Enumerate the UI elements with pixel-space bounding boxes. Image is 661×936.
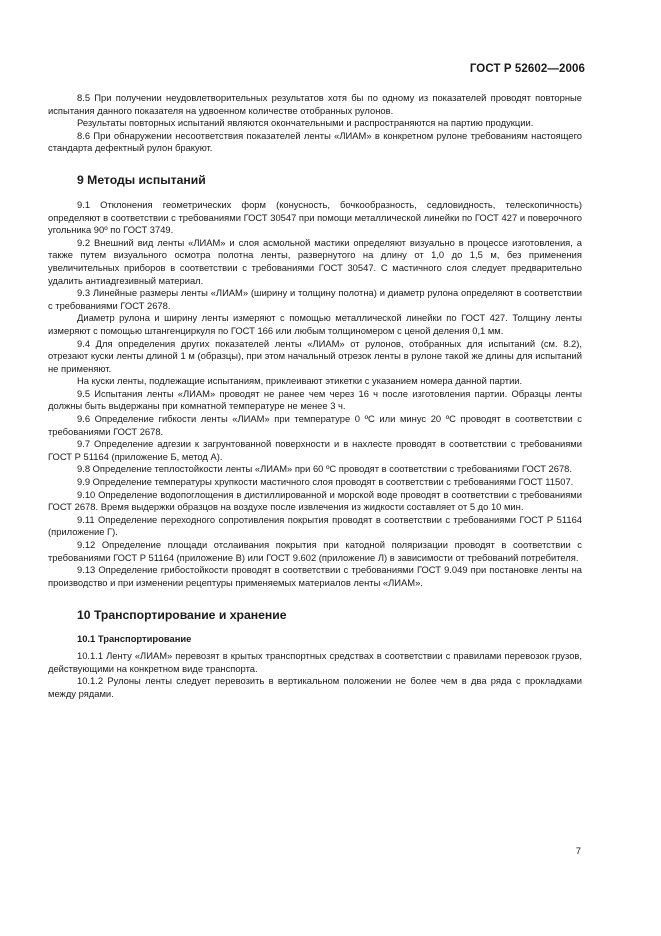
paragraph-9-10: 9.10 Определение водопоглощения в дистиллированной и морской воде проводят в соответствии с требованиями ГОСТ 2678. Время выдержки образцов на воздухе после извлечения из жидкости составляет от 5 до 10 мин.	[48, 488, 582, 513]
section-9-heading: 9 Методы испытаний	[77, 172, 206, 187]
paragraph-9-9: 9.9 Определение температуры хрупкости мастичного слоя проводят в соответствии с требованиями ГОСТ 11507.	[77, 476, 574, 488]
paragraph-9-6: 9.6 Определение гибкости ленты «ЛИАМ» при температуре 0 ºС или минус 20 ºС проводят в соответствии с требованиями ГОСТ 2678.	[48, 413, 582, 437]
section-10-heading: 10 Транспортирование и хранение	[77, 608, 287, 623]
subsection-10-1-heading: 10.1 Транспортирование	[77, 633, 192, 645]
paragraph-9-3-diameter: Диаметр рулона и ширину ленты измеряют с помощью металлической линейки по ГОСТ 427. Толщину ленты измеряют с помощью штангенциркуля по ГОСТ 166 или любым толщиномером с ценой деления 0,1 мм.	[48, 312, 582, 336]
document-code: ГОСТ Р 52602—2006	[469, 63, 585, 75]
paragraph-8-6: 8.6 При обнаружении несоответствия показателей ленты «ЛИАМ» в конкретном рулоне требованиям настоящего стандарта дефектный рулон бракуют.	[48, 129, 582, 154]
paragraph-9-11: 9.11 Определение переходного сопротивления покрытия проводят в соответствии с требованиями ГОСТ Р 51164 (приложение Г).	[48, 513, 582, 538]
paragraph-9-1: 9.1 Отклонения геометрических форм (конусность, бочкообразность, седловидность, телескопичность) определяют в соответствии с требованиями ГОСТ 30547 при помощи металлической линейки по ГОСТ 427 и поверочного угольника 90º по ГОСТ 3749.	[48, 198, 582, 236]
paragraph-9-4: 9.4 Для определения других показателей ленты «ЛИАМ» от рулонов, отобранных для испытаний (см. 8.2), отрезают куски ленты длиной 1 м (образцы), при этом начальный отрезок ленты в рулоне такой же длины для испытаний не применяют.	[48, 337, 582, 374]
paragraph-9-12: 9.12 Определение площади отслаивания покрытия при катодной поляризации проводят в соответствии с требованиями ГОСТ Р 51164 (приложение В) или ГОСТ 9.602 (приложение Л) в зависимости от требований потребителя.	[48, 539, 582, 563]
paragraph-9-8: 9.8 Определение теплостойкости ленты «ЛИАМ» при 60 ºС проводят в соответствии с требованиями ГОСТ 2678.	[77, 463, 572, 475]
paragraph-9-5: 9.5 Испытания ленты «ЛИАМ» проводят не ранее чем через 16 ч после изготовления партии. Образцы ленты должны быть выдержаны при комнатной температуре не менее 3 ч.	[48, 387, 582, 412]
paragraph-9-7: 9.7 Определение адгезии к загрунтованной поверхности и в нахлесте проводят в соответствии с требованиями ГОСТ Р 51164 (приложение Б, метод А).	[48, 438, 582, 462]
paragraph-9-3: 9.3 Линейные размеры ленты «ЛИАМ» (ширину и толщину полотна) и диаметр рулона определяют в соответствии с требованиями ГОСТ 2678.	[48, 287, 582, 311]
paragraph-8-5: 8.5 При получении неудовлетворительных результатов хотя бы по одному из показателей проводят повторные испытания данного показателя на удвоенном количестве отобранных рулонов.	[48, 92, 582, 116]
paragraph-9-4-labels: На куски ленты, подлежащие испытаниям, приклеивают этикетки с указанием номера данной партии.	[77, 375, 523, 387]
page-content	[48, 92, 582, 700]
paragraph-results: Результаты повторных испытаний являются окончательными и распространяются на партию продукции.	[77, 117, 534, 129]
paragraph-9-13: 9.13 Определение грибостойкости проводят в соответствии с требованиями ГОСТ 9.049 при постановке ленты на производство и при изменении рецептуры применяемых материалов ленты «ЛИАМ».	[48, 564, 582, 588]
paragraph-9-2: 9.2 Внешний вид ленты «ЛИАМ» и слоя асмольной мастики определяют визуально в процессе изготовления, а также путем визуального осмотра полотна ленты, развернутого на длину от 1,0 до 1,5 м, без применения увеличительных приборов в соответствии с требованиями ГОСТ 30547. С мастичного слоя следует предварительно удалить антиадгезивный материал.	[48, 236, 582, 286]
paragraph-10-1-1: 10.1.1 Ленту «ЛИАМ» перевозят в крытых транспортных средствах в соответствии с правилами перевозок грузов, действующими на конкретном виде транспорта.	[48, 649, 582, 674]
page-number: 7	[575, 846, 581, 857]
paragraph-10-1-2: 10.1.2 Рулоны ленты следует перевозить в вертикальном положении не более чем в два ряда с прокладками между рядами.	[48, 675, 582, 699]
